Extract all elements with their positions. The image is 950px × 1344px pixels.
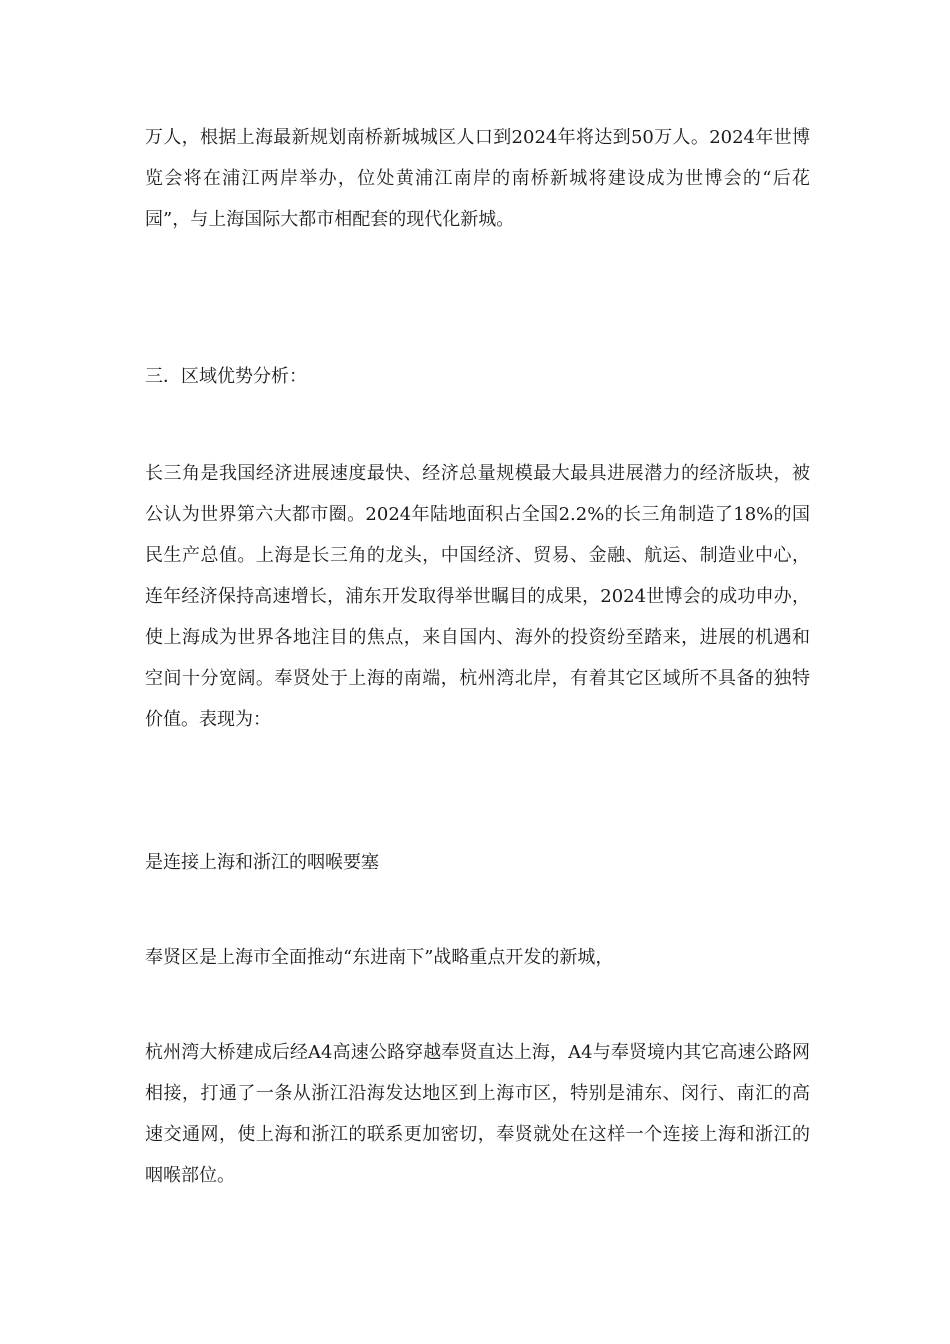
paragraph-nanqiao-new-city: 万人，根据上海最新规划南桥新城城区人口到2024年将达到50万人。2024年世博览会将在浦江两岸举办，位处黄浦江南岸的南桥新城将建设成为世博会的“后花园”，与上海国际大都市相配套的现代化新城。 [145, 127, 810, 230]
paragraph-yangtze-delta: 长三角是我国经济进展速度最快、经济总量规模最大最具进展潜力的经济版块，被公认为世界第六大都市圈。2024年陆地面积占全国2.2%的长三角制造了18%的国民生产总值。上海是长三角的龙头，中国经济、贸易、金融、航运、制造业中心，连年经济保持高速增长，浦东开发取得举世瞩目的成果，2024世博会的成功申办，使上海成为世界各地注目的焦点，来自国内、海外的投资纷至踏来，进展的机遇和空间十分宽阔。奉贤处于上海的南端，杭州湾北岸，有着其它区域所不具备的独特价值。表现为： [145, 463, 810, 730]
paragraph-hangzhou-bay-bridge: 杭州湾大桥建成后经A4高速公路穿越奉贤直达上海，A4与奉贤境内其它高速公路网相接，打通了一条从浙江沿海发达地区到上海市区，特别是浦东、闵行、南汇的高速交通网，使上海和浙江的联系更加密切，奉贤就处在这样一个连接上海和浙江的咽喉部位。 [145, 1042, 810, 1186]
paragraph-fengxian-strategy: 奉贤区是上海市全面推动“东进南下”战略重点开发的新城， [145, 947, 614, 968]
section-heading-regional-advantages: 三．区域优势分析： [145, 366, 307, 387]
subheading-gateway: 是连接上海和浙江的咽喉要塞 [145, 852, 379, 873]
